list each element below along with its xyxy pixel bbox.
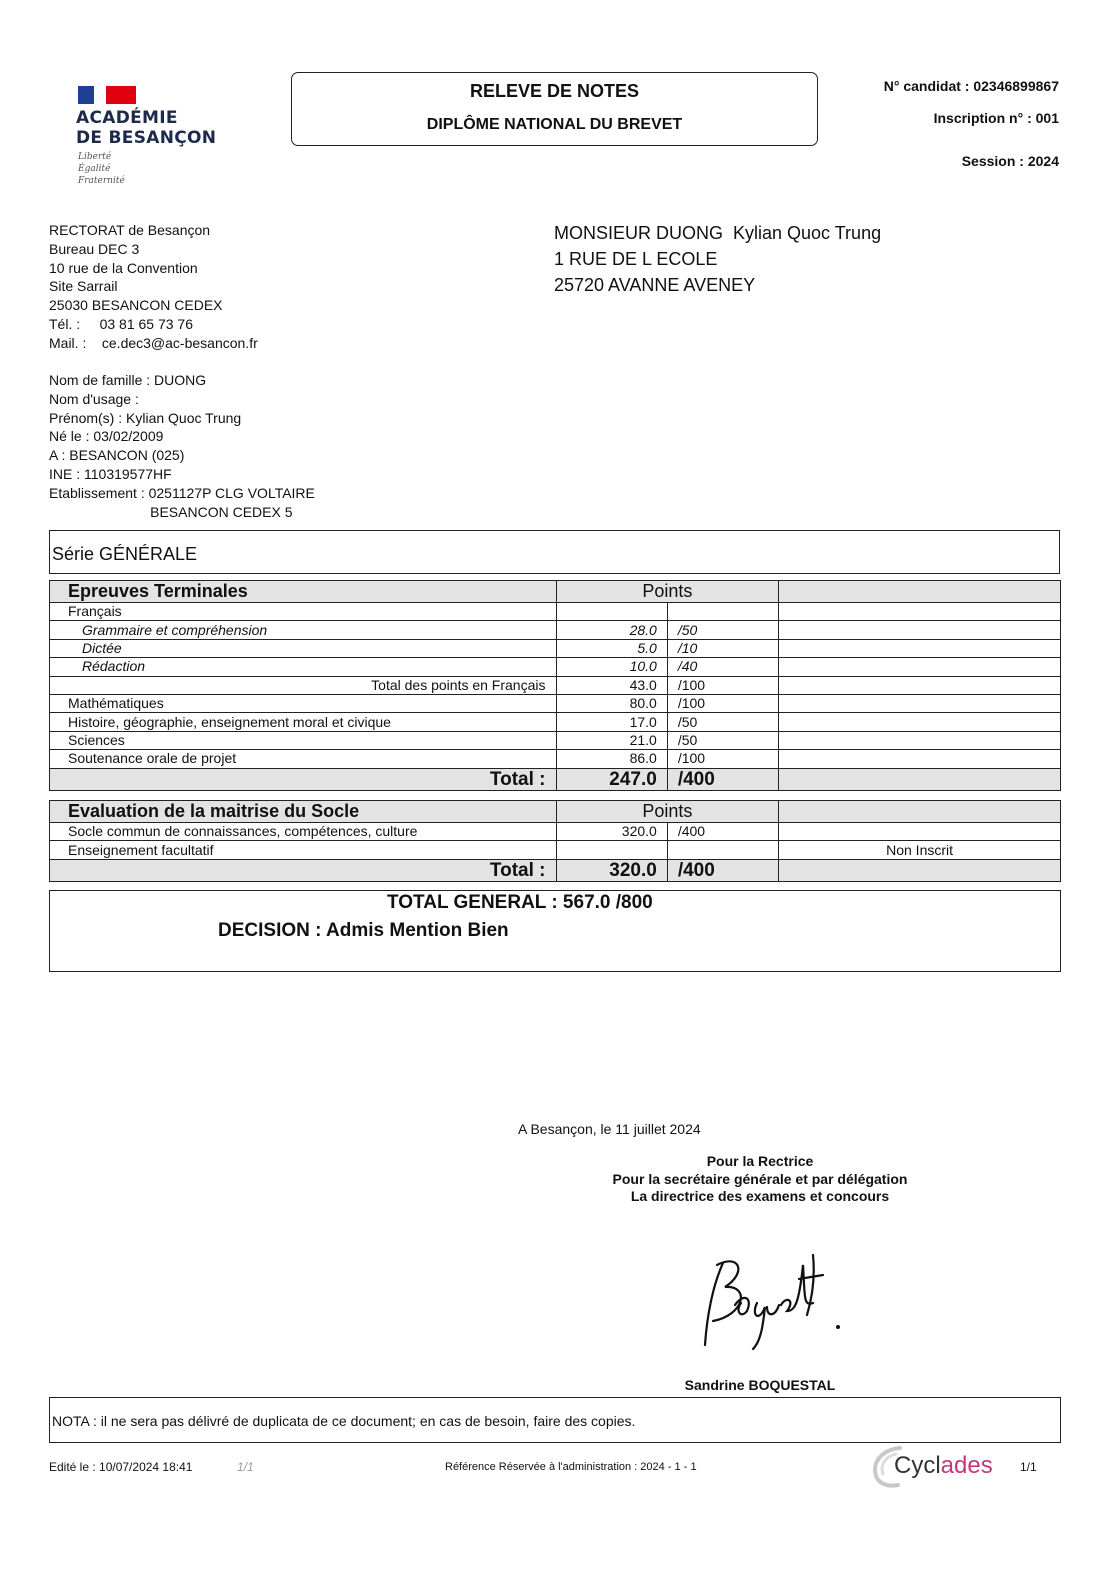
academie-logo (76, 86, 226, 191)
subject-points: 10.0 (556, 658, 667, 676)
subject-max: /100 (667, 750, 778, 768)
total-row (50, 768, 1061, 790)
table-header (50, 581, 1061, 603)
table-row (50, 621, 1061, 639)
total-general: TOTAL GENERAL : 567.0 /800 (387, 892, 653, 913)
subject-points: 5.0 (556, 639, 667, 657)
candidate-number: N° candidat : 02346899867 (883, 78, 1059, 94)
signature-line: La directrice des examens et concours (630, 1188, 890, 1204)
table-row (50, 823, 1061, 841)
motto-liberte: Liberté (78, 152, 112, 162)
subject-label: Mathématiques (50, 694, 557, 712)
nota-text: NOTA : il ne sera pas délivré de duplicata de ce document; en cas de besoin, faire des copies. (52, 1413, 636, 1429)
recipient-address (554, 220, 881, 298)
identity-line: INE : 110319577HF (49, 465, 172, 482)
sender-phone: Tél. : 03 81 65 73 76 (49, 315, 193, 332)
signature-line: Pour la secrétaire générale et par délégation (612, 1170, 908, 1187)
socle-table (49, 800, 1061, 882)
subject-label: Grammaire et compréhension (50, 621, 557, 639)
identity-line: Prénom(s) : Kylian Quoc Trung (49, 409, 242, 426)
facultatif-status: Non Inscrit (779, 841, 1061, 859)
logo-line-1: ACADÉMIE (76, 108, 178, 128)
session: Session : 2024 (961, 153, 1059, 169)
identity-line: Nom de famille : DUONG (49, 372, 207, 388)
total-label: Total : (50, 859, 557, 881)
subject-points: 80.0 (556, 694, 667, 712)
subject-max: /10 (667, 639, 778, 657)
total-row (50, 859, 1061, 881)
subject-label: Histoire, géographie, enseignement moral et civique (50, 713, 557, 731)
facultatif-label: Enseignement facultatif (50, 841, 557, 859)
subject-max: /100 (667, 694, 778, 712)
subject-max: /50 (667, 621, 778, 639)
admin-reference: Référence Réservée à l'administration : 2024 - 1 - 1 (445, 1461, 697, 1473)
document-title-box (291, 72, 818, 146)
table-row (50, 750, 1061, 768)
total-francais-max: /100 (667, 676, 778, 694)
recipient-city: 25720 AVANNE AVENEY (554, 275, 756, 295)
motto-fraternite: Fraternité (78, 176, 125, 186)
total-max: /400 (667, 768, 778, 790)
table-row (50, 658, 1061, 676)
identity-line: Nom d'usage : (49, 390, 139, 407)
socle-points: 320.0 (556, 823, 667, 841)
table-row (50, 676, 1061, 694)
total-francais-points: 43.0 (556, 676, 667, 694)
total-francais-label: Total des points en Français (50, 676, 557, 694)
points-header: Points (556, 581, 779, 603)
francais-label: Français (50, 603, 557, 621)
subject-label: Dictée (50, 639, 557, 657)
table-row (50, 731, 1061, 749)
total-points: 320.0 (556, 859, 667, 881)
table-row (50, 639, 1061, 657)
brand-part-b: ades (940, 1452, 993, 1479)
page-number: 1/1 (1020, 1460, 1037, 1474)
sender-line: RECTORAT de Besançon (49, 222, 211, 238)
subject-points: 86.0 (556, 750, 667, 768)
document-title: RELEVE DE NOTES (469, 81, 640, 101)
table-row (50, 713, 1061, 731)
sender-mail: Mail. : ce.dec3@ac-besancon.fr (49, 334, 258, 351)
signature-block (560, 1153, 960, 1206)
table-row (50, 841, 1061, 859)
identity-line: Né le : 03/02/2009 (49, 428, 164, 445)
socle-max: /400 (667, 823, 778, 841)
points-header: Points (556, 801, 779, 823)
socle-label: Socle commun de connaissances, compétences, culture (50, 823, 557, 841)
cyclades-logo (870, 1444, 1000, 1488)
sender-line: 25030 BESANCON CEDEX (49, 297, 223, 314)
recipient-name: MONSIEUR DUONG Kylian Quoc Trung (554, 223, 882, 243)
inscription-number: Inscription n° : 001 (933, 110, 1059, 126)
sender-line: 10 rue de la Convention (49, 259, 198, 276)
serie-label: Série GÉNÉRALE (52, 544, 198, 564)
socle-header: Evaluation de la maitrise du Socle (50, 801, 557, 823)
brand-part-a: Cycl (894, 1452, 941, 1479)
decision: DECISION : Admis Mention Bien (218, 920, 509, 941)
subject-label: Sciences (50, 731, 557, 749)
total-label: Total : (50, 768, 557, 790)
epreuves-header: Epreuves Terminales (50, 581, 557, 603)
total-max: /400 (667, 859, 778, 881)
identity-line: A : BESANCON (025) (49, 447, 185, 464)
edited-date: Edité le : 10/07/2024 18:41 (49, 1460, 193, 1474)
page-italic: 1/1 (237, 1460, 254, 1474)
serie-box (49, 530, 1060, 574)
subject-points: 17.0 (556, 713, 667, 731)
logo-line-2: DE BESANÇON (76, 128, 217, 148)
nota-box (49, 1397, 1061, 1443)
handwritten-signature (695, 1245, 855, 1360)
place-date: A Besançon, le 11 juillet 2024 (518, 1121, 701, 1137)
subject-label: Soutenance orale de projet (50, 750, 557, 768)
sender-address (49, 221, 258, 353)
sender-line: Site Sarrail (49, 278, 118, 295)
sender-line: Bureau DEC 3 (49, 240, 140, 257)
subject-max: /40 (667, 658, 778, 676)
candidate-identity (49, 371, 315, 521)
marianne-flag-icon (78, 86, 126, 104)
signatory-name: Sandrine BOQUESTAL (684, 1377, 836, 1393)
identity-line: BESANCON CEDEX 5 (49, 503, 293, 520)
table-row (50, 603, 1061, 621)
document-subtitle: DIPLÔME NATIONAL DU BREVET (426, 116, 683, 133)
subject-max: /50 (667, 731, 778, 749)
table-header (50, 801, 1061, 823)
subject-points: 21.0 (556, 731, 667, 749)
subject-max: /50 (667, 713, 778, 731)
total-points: 247.0 (556, 768, 667, 790)
subject-points: 28.0 (556, 621, 667, 639)
subject-label: Rédaction (50, 658, 557, 676)
identity-line: Etablissement : 0251127P CLG VOLTAIRE (49, 484, 315, 501)
epreuves-table (49, 580, 1061, 791)
recipient-street: 1 RUE DE L ECOLE (554, 249, 718, 269)
table-row (50, 694, 1061, 712)
motto-egalite: Égalité (78, 164, 111, 174)
signature-line: Pour la Rectrice (706, 1153, 814, 1169)
